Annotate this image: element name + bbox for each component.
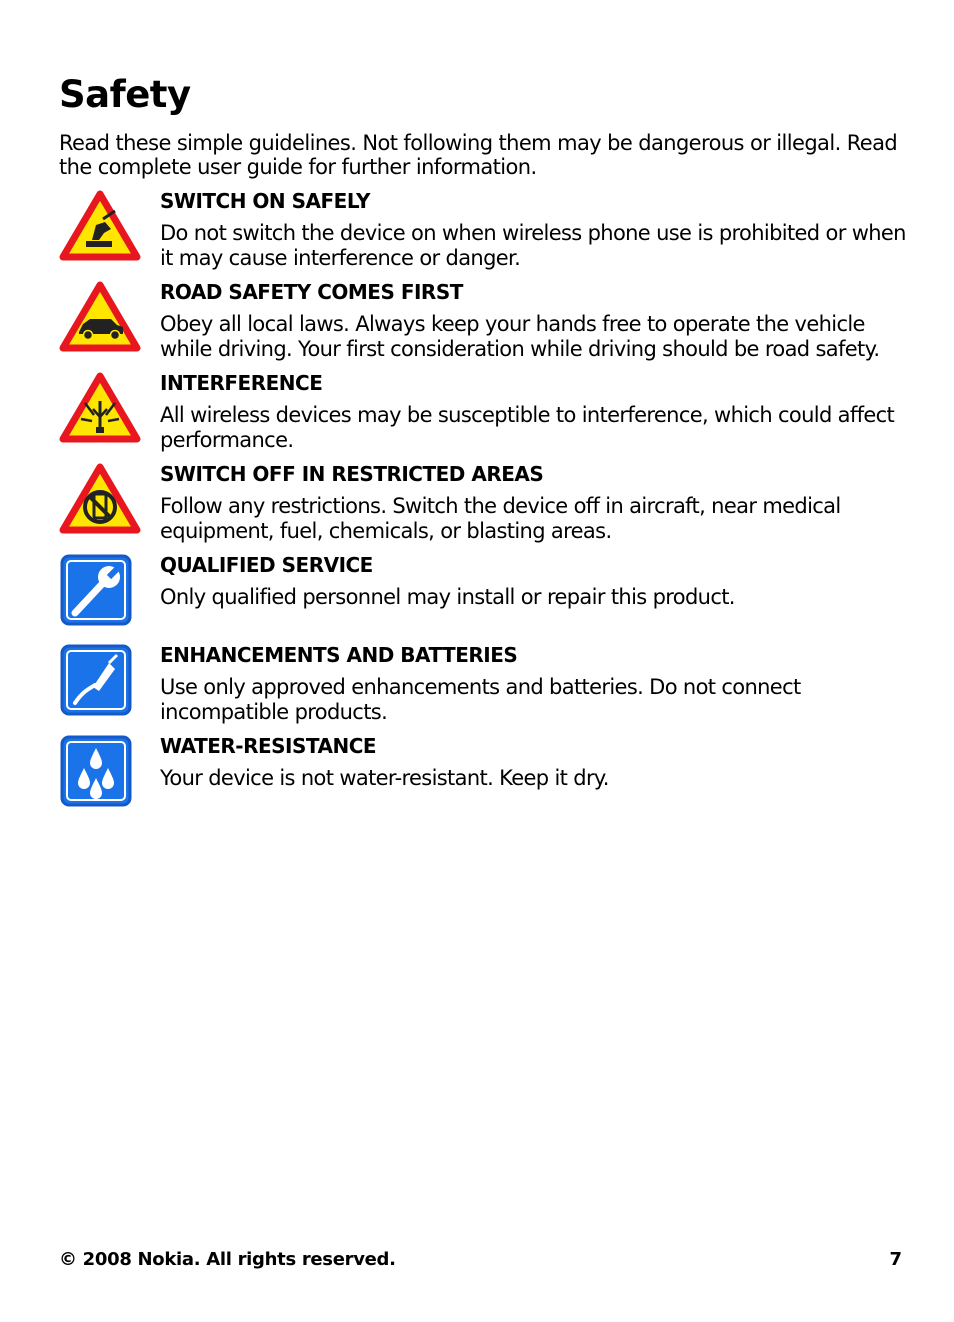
entry-heading: ROAD SAFETY COMES FIRST bbox=[160, 280, 463, 304]
entry-text: Follow any restrictions. Switch the device off in aircraft, near medical equipment, fuel, chemicals, or blasting areas. bbox=[160, 494, 841, 543]
road-safety-car-warning-icon bbox=[59, 280, 141, 354]
entry-heading: SWITCH OFF IN RESTRICTED AREAS bbox=[160, 462, 544, 486]
safety-entry-switch-on-safely bbox=[59, 189, 909, 275]
entry-heading: QUALIFIED SERVICE bbox=[160, 553, 373, 577]
restricted-areas-no-phone-icon bbox=[59, 462, 141, 536]
safety-entry-enhancements-batteries bbox=[59, 643, 909, 729]
entry-text: All wireless devices may be susceptible to interference, which could affect performance. bbox=[160, 403, 895, 452]
safety-entry-interference bbox=[59, 371, 909, 457]
entry-heading: INTERFERENCE bbox=[160, 371, 323, 395]
safety-entry-road-safety bbox=[59, 280, 909, 366]
switch-on-safely-warning-icon bbox=[59, 189, 141, 263]
footer-copyright: © 2008 Nokia. All rights reserved. bbox=[59, 1249, 396, 1270]
entry-text: Obey all local laws. Always keep your hands free to operate the vehicle while driving. Your first consideration while driving should be road safety. bbox=[160, 312, 880, 361]
intro-paragraph: Read these simple guidelines. Not following them may be dangerous or illegal. Read the complete user guide for further information. bbox=[59, 131, 898, 179]
enhancement-plug-icon bbox=[59, 643, 141, 717]
page-title: Safety bbox=[59, 73, 191, 116]
safety-entry-qualified-service bbox=[59, 553, 909, 639]
safety-entry-water-resistance bbox=[59, 734, 909, 820]
entry-heading: WATER-RESISTANCE bbox=[160, 734, 377, 758]
entry-text: Do not switch the device on when wireless phone use is prohibited or when it may cause interference or danger. bbox=[160, 221, 906, 270]
interference-warning-icon bbox=[59, 371, 141, 445]
entry-heading: ENHANCEMENTS AND BATTERIES bbox=[160, 643, 518, 667]
safety-entry-restricted-areas bbox=[59, 462, 909, 548]
entry-text: Your device is not water-resistant. Keep it dry. bbox=[160, 766, 609, 790]
entry-text: Only qualified personnel may install or repair this product. bbox=[160, 585, 735, 609]
wrench-service-icon bbox=[59, 553, 141, 627]
water-drops-icon bbox=[59, 734, 141, 808]
entry-heading: SWITCH ON SAFELY bbox=[160, 189, 370, 213]
entry-text: Use only approved enhancements and batteries. Do not connect incompatible products. bbox=[160, 675, 801, 724]
page-number: 7 bbox=[889, 1249, 902, 1270]
